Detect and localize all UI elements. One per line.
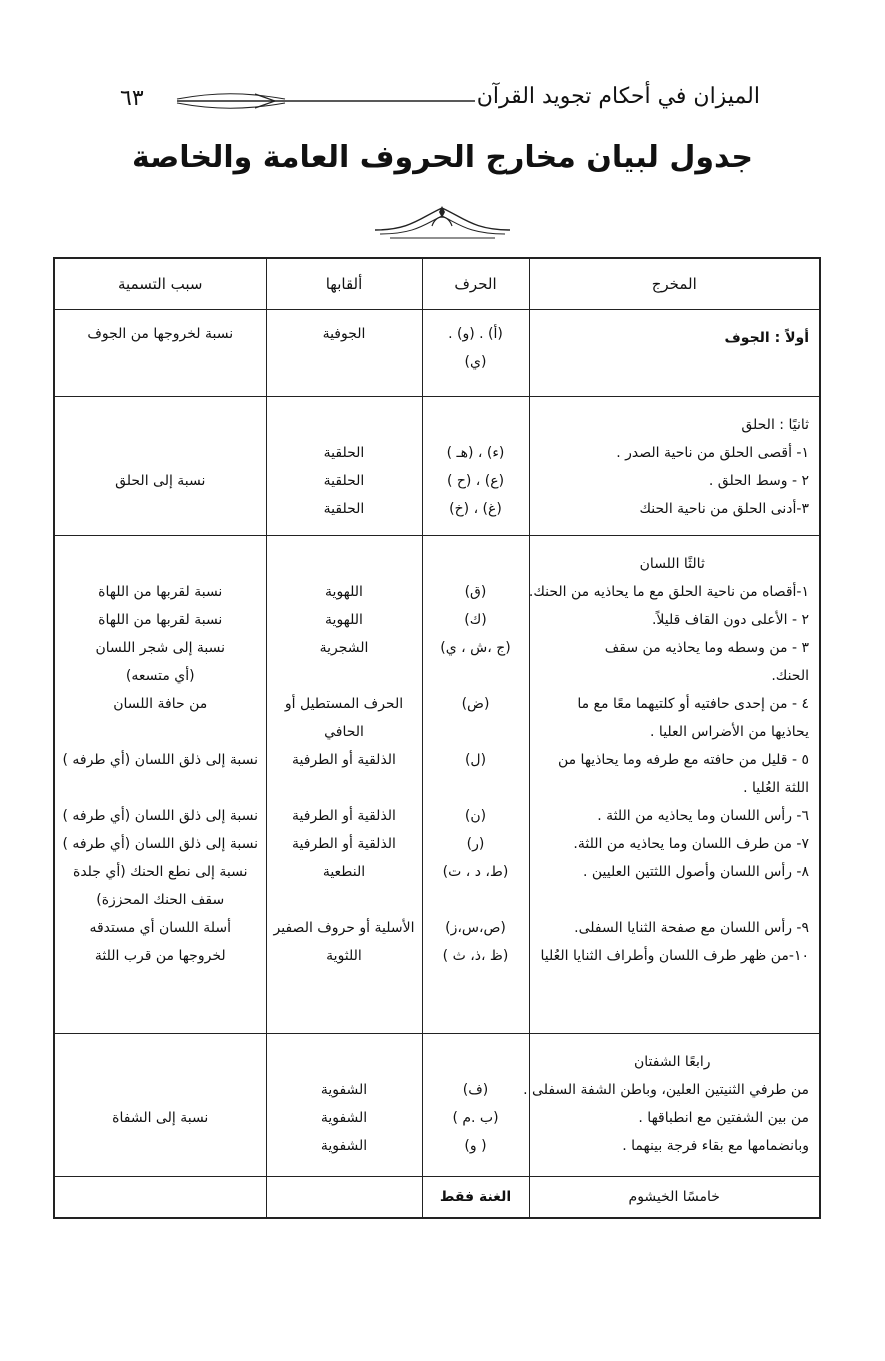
lisan-laqab-8: الذلقية أو الطرفية (292, 835, 396, 852)
cell-alqab-shafatan (266, 1033, 422, 1176)
table-row-jawf (54, 310, 820, 397)
spacer (423, 662, 529, 690)
lisan-sabab-7: نسبة إلى ذلق اللسان (أي طرفه ) (62, 807, 258, 824)
lisan-sabab-6: نسبة إلى ذلق اللسان (أي طرفه ) (62, 751, 258, 768)
halq-harf-2: (ع) ، (ح ) (446, 472, 505, 489)
makharij-table (53, 257, 821, 1219)
cell-sabab-lisan (54, 535, 266, 1033)
lisan-laqab-10: الأسلية أو حروف الصفير (273, 919, 415, 936)
cell-harf-jawf (422, 310, 529, 397)
lisan-sabab-5: من حافة اللسان (113, 695, 208, 712)
cell-makhraj-shafatan (523, 1033, 820, 1176)
page-header (120, 78, 760, 128)
cell-sabab-jawf (54, 310, 266, 397)
lisan-line-8: اللثة العُليا . (743, 779, 809, 796)
halq-harf-1: (ء) ، (هـ ) (446, 444, 505, 461)
shafatan-laqab-3: الشفوية (320, 1137, 368, 1154)
column-header-sabab: سبب التسمية (54, 258, 266, 310)
lisan-sabab-11: أسلة اللسان أي مستدقه (89, 919, 232, 936)
lisan-heading: ثالثًا اللسان (639, 555, 705, 572)
shafatan-line-2: من بين الشفتين مع انطباقها . (638, 1109, 809, 1126)
spacer (536, 886, 810, 914)
table-row-lisan (54, 535, 820, 1033)
lisan-sabab-3: نسبة إلى شجر اللسان (95, 639, 226, 656)
lisan-line-10: ٧- من طرف اللسان وما يحاذيه من اللثة. (573, 835, 809, 852)
lisan-harf-10: (ظ ،ذ، ث ) (442, 947, 509, 964)
lisan-sabab-10: سقف الحنك المحززة) (96, 891, 225, 908)
cell-harf-lisan (422, 535, 529, 1033)
cell-makhraj-lisan (529, 535, 820, 1033)
cell-makhraj-halq (529, 396, 820, 535)
halq-item-1: ١- أقصى الحلق من ناحية الصدر . (616, 444, 809, 461)
cell-sabab-shafatan (54, 1033, 266, 1176)
table-header-row (54, 258, 820, 310)
lisan-laqab-11: اللثوية (326, 947, 362, 964)
shafatan-line-3: وبانضمامها مع بقاء فرجة بينهما . (622, 1137, 809, 1154)
cell-alqab-lisan (266, 535, 422, 1033)
halq-harf-3: (غ) ، (خ) (449, 500, 502, 517)
lisan-harf-6: (ن) (464, 807, 487, 824)
cell-makhraj-jawf (529, 310, 820, 397)
lisan-laqab-9: النطعية (322, 863, 366, 880)
cell-harf-halq (422, 396, 529, 535)
halq-item-2: ٢ - وسط الحلق . (708, 472, 809, 489)
cell-makhraj-khayshum (529, 1176, 820, 1218)
title-ornament (370, 200, 515, 242)
lisan-line-11: ٨- رأس اللسان وأصول اللثتين العليين . (582, 863, 809, 880)
spacer (423, 718, 529, 746)
shafatan-line-1: من طرفي الثنيتين العلين، وباطن الشفة السفلى . (523, 1081, 809, 1098)
spacer (267, 774, 422, 802)
lisan-line-3: ٣ - من وسطه وما يحاذيه من سقف (604, 639, 809, 656)
lisan-laqab-1: اللهوية (325, 583, 363, 600)
header-rule-ornament (175, 88, 495, 114)
makhraj-jawf-label: أولاً : الجوف (724, 330, 809, 346)
lisan-line-2: ٢ - الأعلى دون القاف قليلاً. (651, 611, 809, 628)
shafatan-harf-3: ( و) (464, 1137, 487, 1154)
sabab-jawf: نسبة لخروجها من الجوف (87, 326, 234, 342)
lisan-laqab-5: الحافي (324, 723, 364, 740)
page-number: ٦٣ (120, 86, 144, 111)
lisan-laqab-7: الذلقية أو الطرفية (292, 807, 396, 824)
lisan-sabab-12: لخروجها من قرب اللثة (94, 947, 226, 964)
table-row-khayshum (54, 1176, 820, 1218)
cell-alqab-jawf (266, 310, 422, 397)
shafatan-heading: رابعًا الشفتان (633, 1053, 711, 1070)
table-row-halq (54, 396, 820, 535)
cell-alqab-halq (266, 396, 422, 535)
lisan-sabab-4: (أي متسعه) (125, 667, 195, 684)
book-title: الميزان في أحكام تجويد القرآن (476, 84, 760, 109)
lisan-line-7: ٥ - قليل من حافته مع طرفه وما يحاذيها من (557, 751, 809, 768)
lisan-laqab-3: الشجرية (319, 639, 369, 656)
harf-jawf-line-1: (أ) . (و) . (448, 326, 503, 342)
cell-sabab-halq (54, 396, 266, 535)
lisan-harf-2: (ك) (464, 611, 487, 628)
cell-harf-khayshum (422, 1176, 529, 1218)
spacer (423, 886, 529, 914)
lisan-harf-9: (ص،س،ز) (445, 919, 506, 936)
halq-laqab-2: الحلقية (323, 472, 365, 489)
cell-harf-shafatan (422, 1033, 529, 1176)
spacer (55, 718, 266, 746)
column-header-alqab: ألقابها (266, 258, 422, 310)
lisan-sabab-8: نسبة إلى ذلق اللسان (أي طرفه ) (62, 835, 258, 852)
shafatan-harf-2: (ب .م ) (452, 1109, 499, 1126)
lisan-harf-5: (ل) (464, 751, 487, 768)
shafatan-harf-1: (ف) (462, 1081, 489, 1098)
lisan-line-5: ٤ - من إحدى حافتيه أو كلتيهما معًا مع ما (577, 695, 809, 712)
spacer (267, 886, 422, 914)
halq-item-3: ٣-أدنى الحلق من ناحية الحنك (639, 500, 809, 517)
shafatan-laqab-1: الشفوية (320, 1081, 368, 1098)
halq-sabab: نسبة إلى الحلق (115, 472, 206, 489)
lisan-sabab-9: نسبة إلى نطع الحنك (أي جلدة (72, 863, 248, 880)
shafatan-laqab-2: الشفوية (320, 1109, 368, 1126)
harf-jawf-line-2: (ي) (464, 354, 487, 370)
lisan-line-4: الحنك. (771, 667, 809, 684)
spacer (55, 774, 266, 802)
lisan-harf-8: (ط، د ، ت) (442, 863, 509, 880)
khayshum-harf: الغنة فقط (439, 1188, 512, 1205)
lisan-harf-4: (ض) (461, 695, 490, 712)
halq-laqab-3: الحلقية (323, 500, 365, 517)
lisan-line-9: ٦- رأس اللسان وما يحاذيه من اللثة . (597, 807, 809, 824)
column-header-harf: الحرف (422, 258, 529, 310)
table-row-shafatan (54, 1033, 820, 1176)
spacer (267, 662, 422, 690)
column-header-makhraj: المخرج (529, 258, 820, 310)
lisan-line-1: ١-أقصاه من ناحية الحلق مع ما يحاذيه من الحنك. (528, 583, 809, 600)
halq-laqab-1: الحلقية (323, 444, 365, 461)
lisan-line-6: يحاذيها من الأضراس العليا . (650, 723, 809, 740)
lisan-line-12: ٩- رأس اللسان مع صفحة الثنايا السفلى. (574, 919, 809, 936)
lisan-line-13: ١٠-من ظهر طرف اللسان وأطراف الثنايا العُليا (540, 947, 809, 964)
lisan-laqab-4: الحرف المستطيل أو (284, 695, 404, 712)
lisan-sabab-2: نسبة لقربها من اللهاة (98, 611, 223, 628)
cell-alqab-khayshum (266, 1176, 422, 1218)
halq-heading: ثانيًا : الحلق (741, 416, 809, 433)
alqab-jawf: الجوفية (322, 326, 366, 342)
spacer (423, 774, 529, 802)
lisan-harf-1: (ق) (464, 583, 487, 600)
lisan-laqab-2: اللهوية (325, 611, 363, 628)
page-title: جدول لبيان مخارج الحروف العامة والخاصة (132, 140, 753, 175)
lisan-laqab-6: الذلقية أو الطرفية (292, 751, 396, 768)
lisan-harf-3: (ج ،ش ، ي) (440, 639, 511, 656)
cell-sabab-khayshum (54, 1176, 266, 1218)
lisan-sabab-1: نسبة لقربها من اللهاة (98, 583, 223, 600)
lisan-harf-7: (ر) (466, 835, 485, 852)
shafatan-sabab: نسبة إلى الشفاة (112, 1109, 209, 1126)
khayshum-label: خامسًا الخيشوم (628, 1188, 720, 1205)
